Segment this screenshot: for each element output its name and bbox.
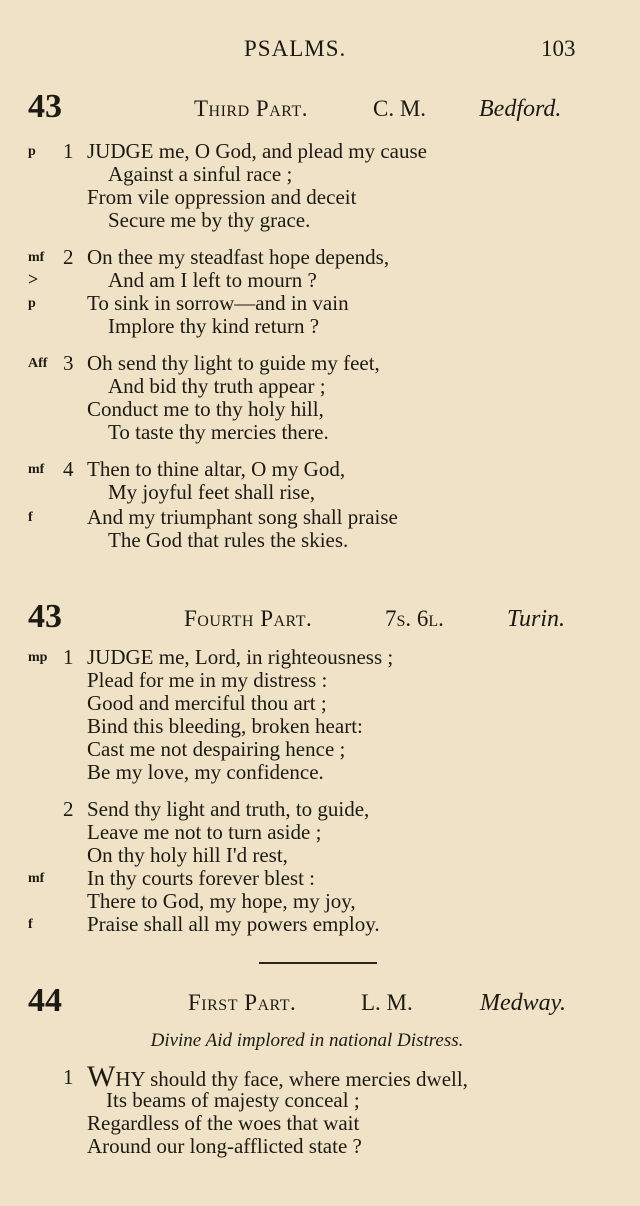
verse-line [0, 162, 640, 186]
line-text: Bind this bleeding, broken heart: [87, 714, 363, 738]
drop-cap: W [87, 1060, 116, 1093]
psalm-number: 43 [28, 598, 62, 635]
running-head [0, 36, 640, 66]
verse-line [0, 208, 640, 232]
psalm-number: 43 [28, 88, 62, 125]
tune-name: Bedford. [479, 96, 562, 122]
hymn-header [0, 88, 640, 128]
dynamic-mark: mf [28, 462, 45, 477]
tune-name: Medway. [480, 990, 566, 1016]
verse-line [0, 889, 640, 913]
hymn-subtitle: Divine Aid implored in national Distress. [150, 1030, 464, 1051]
verse-line [0, 505, 640, 529]
dynamic-mark: mf [28, 250, 45, 265]
verse-line [0, 397, 640, 421]
line-text: The God that rules the skies. [108, 528, 349, 552]
verse-line [0, 645, 640, 669]
part-label: Third Part. [194, 96, 308, 121]
verse-number: 1 [63, 139, 74, 163]
verse-line [0, 268, 640, 292]
line-text: On thy holy hill I'd rest, [87, 843, 288, 867]
verse-number: 2 [63, 797, 74, 821]
verse-line [0, 185, 640, 209]
line-text: Then to thine altar, O my God, [87, 457, 346, 481]
verse-line [0, 866, 640, 890]
verse-line [0, 457, 640, 481]
line-text: To sink in sorrow—and in vain [87, 291, 349, 315]
dynamic-mark: mf [28, 871, 45, 886]
verse-line [0, 843, 640, 867]
verse-line [0, 1134, 640, 1158]
verse-line [0, 374, 640, 398]
verse-line [0, 912, 640, 936]
verse-line [0, 691, 640, 715]
verse-line [0, 820, 640, 844]
line-text: Praise shall all my powers employ. [87, 912, 380, 936]
verse-number: 1 [63, 645, 74, 669]
line-text: Around our long-afflicted state ? [87, 1134, 362, 1158]
verse-line [0, 420, 640, 444]
verse-line [0, 480, 640, 504]
line-text: Conduct me to thy holy hill, [87, 397, 324, 421]
verse-number: 2 [63, 245, 74, 269]
line-text: On thee my steadfast hope depends, [87, 245, 390, 269]
line-text: Secure me by thy grace. [108, 208, 311, 232]
verse-line [0, 291, 640, 315]
line-text: JUDGE me, O God, and plead my cause [87, 139, 427, 163]
verse-line [0, 351, 640, 375]
hymn-header [0, 982, 640, 1022]
verse-line [0, 1060, 640, 1093]
line-text: Plead for me in my distress : [87, 668, 328, 692]
verse-line [0, 668, 640, 692]
line-text: HY should thy face, where mercies dwell, [115, 1067, 468, 1091]
hymn-header [0, 598, 640, 638]
verse-line [0, 1111, 640, 1135]
line-text: Good and merciful thou art ; [87, 691, 327, 715]
verse-line [0, 1088, 640, 1112]
psalm-number: 44 [28, 982, 62, 1019]
verse-line [0, 139, 640, 163]
dynamic-mark: f [28, 510, 33, 525]
verse-number: 3 [63, 351, 74, 375]
meter-label: C. M. [373, 96, 427, 121]
running-title: PSALMS. [244, 36, 347, 61]
line-text: Oh send thy light to guide my feet, [87, 351, 380, 375]
verse-line [0, 314, 640, 338]
line-text: Regardless of the woes that wait [87, 1111, 360, 1135]
line-text: In thy courts forever blest : [87, 866, 316, 890]
verse-line [0, 737, 640, 761]
meter-label: 7s. 6l. [385, 606, 444, 631]
dynamic-mark: mp [28, 650, 48, 665]
line-text: Leave me not to turn aside ; [87, 820, 322, 844]
line-text: Be my love, my confidence. [87, 760, 324, 784]
line-text: Cast me not despairing hence ; [87, 737, 346, 761]
dynamic-mark: p [28, 144, 36, 159]
meter-label: L. M. [361, 990, 413, 1015]
verse-line [0, 245, 640, 269]
line-text: To taste thy mercies there. [108, 420, 329, 444]
part-label: First Part. [188, 990, 297, 1015]
dynamic-mark: Aff [28, 356, 48, 371]
line-text: Against a sinful race ; [108, 162, 293, 186]
verse-line [0, 714, 640, 738]
dynamic-mark: > [28, 269, 39, 289]
line-text: Its beams of majesty conceal ; [106, 1088, 360, 1112]
page-number: 103 [541, 36, 576, 61]
line-text: JUDGE me, Lord, in righteousness ; [87, 645, 394, 669]
dynamic-mark: p [28, 296, 36, 311]
part-label: Fourth Part. [184, 606, 313, 631]
tune-name: Turin. [507, 606, 566, 632]
verse-line [0, 797, 640, 821]
section-divider [259, 962, 377, 964]
verse-number: 1 [63, 1065, 74, 1089]
dynamic-mark: f [28, 917, 33, 932]
line-text: My joyful feet shall rise, [108, 480, 316, 504]
verse-line [0, 528, 640, 552]
line-text: Send thy light and truth, to guide, [87, 797, 370, 821]
verse-number: 4 [63, 457, 74, 481]
line-text: And am I left to mourn ? [108, 268, 317, 292]
line-text: There to God, my hope, my joy, [87, 889, 356, 913]
verse-line [0, 760, 640, 784]
line-text: And my triumphant song shall praise [87, 505, 398, 529]
line-text: Implore thy kind return ? [108, 314, 320, 338]
line-text: From vile oppression and deceit [87, 185, 357, 209]
line-text: And bid thy truth appear ; [108, 374, 326, 398]
